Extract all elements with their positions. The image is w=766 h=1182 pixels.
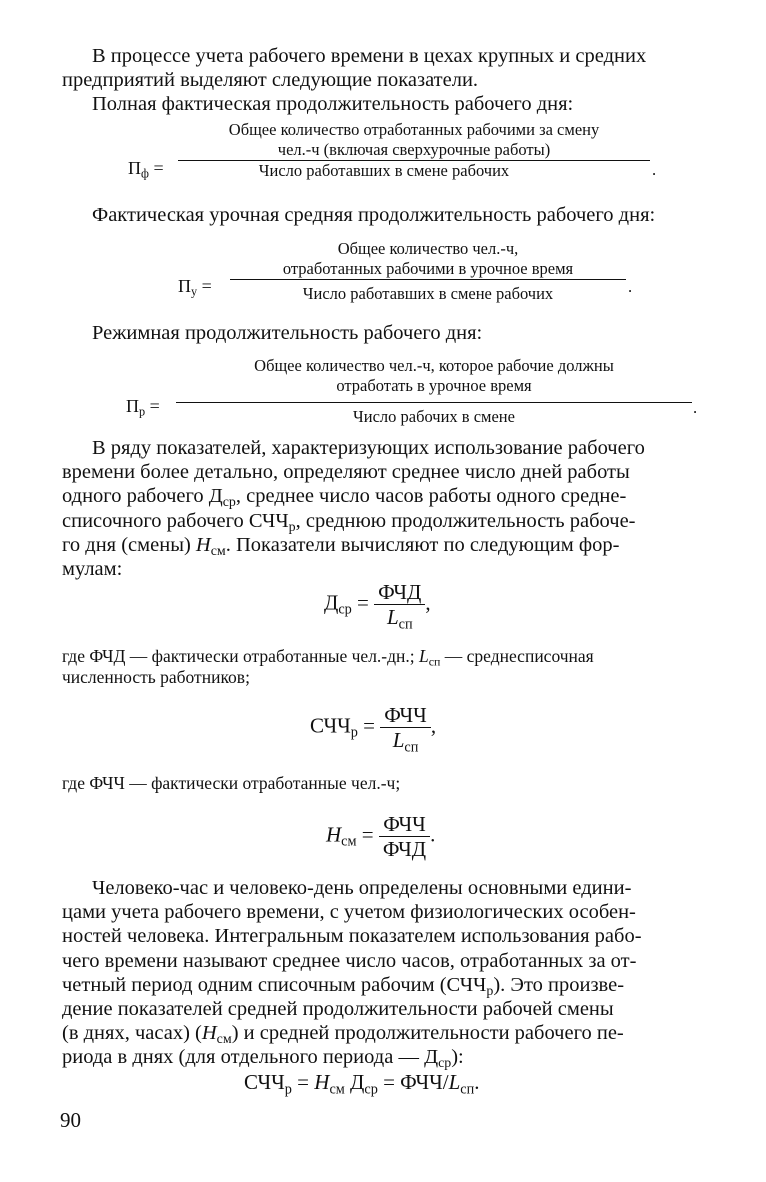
fraction: ФЧД $L_{сп}$ [374,580,425,629]
fraction [230,239,626,304]
fraction-numerator: Общее количество отработанных рабочими за смену чел.-ч (включая сверхурочные работы) [228,120,600,159]
fraction [176,356,692,427]
fraction-denominator: Число работавших в смене рабочих [302,284,554,303]
regime-duration-heading: Режимная продолжительность рабочего дня: [92,322,483,344]
fraction: ФЧЧ ФЧД [379,812,430,861]
formula-shift-duration: $Н_{см}$ = ФЧЧ ФЧД . [326,812,436,861]
page-number: 90 [60,1108,81,1132]
full-duration-heading: Полная фактическая продолжительность рабочего дня: [92,93,574,115]
formula-avg-hours: $СЧЧ_р$ = ФЧЧ $L_{сп}$ , [310,703,437,756]
actual-duration-heading: Фактическая урочная средняя продолжительность рабочего дня: [92,204,656,226]
intro-paragraph [62,44,704,92]
formula-lhs: $П_р$ = [126,396,160,419]
intro-line-1: В процессе учета рабочего времени в цехах крупных и средних [92,45,647,67]
formula-integral: $СЧЧ_р = Н_{см}$ $Д_{ср} = ФЧЧ/L_{сп}$. [244,1070,480,1098]
fraction-numerator: Общее количество чел.-ч, отработанных рабочими в урочное время [282,239,574,278]
integral-indicator-paragraph: Человеко-час и человеко-день определены основными едини- цами учета рабочего времени, с учетом физиологических особен- ностей человека. Интегральным показателем использования рабо- чего времени называют среднее число часов, отработанных за от- четный период одним списочным рабочим $(СЧЧ_р)$. Это произве- дение показателей средней продолжительности рабочей смены (в днях, часах) $(Н_{см})$ и средней продолжительности рабочего пе- риода в днях (для отдельного периода — $Д_{ср}$): [62,877,642,1072]
definition-fchd: где ФЧД — фактически отработанные чел.-дн.; $L_{сп}$ — среднесписочная численность работников; [62,646,594,687]
formula-lhs: $П_ф$ = [128,158,164,181]
fraction-numerator: Общее количество чел.-ч, которое рабочие должны отработать в урочное время [254,356,614,395]
fraction-denominator: Число рабочих в смене [353,407,515,426]
intro-line-2: предприятий выделяют следующие показатели. [62,69,479,92]
formula-avg-days: $Д_{ср}$ = ФЧД $L_{сп}$ , [324,580,431,633]
document-page: В процессе учета рабочего времени в цехах крупных и средних предприятий выделяют следующие показатели. Полная фактическая продолжительность рабочего дня: $П_ф$ = Общее количество отработанных рабочими за смену чел.-ч (включая сверхурочные работы) Число работавших в смене рабочих . Фактическая урочная средняя продолжительность рабочего дня: $П_у$ = Общее количество чел.-ч, отработанных рабочими в урочное время Число работавших в смене рабочих . Режимная продолжительность рабочего дня: $П_р$ = Общее количество чел.-ч, которое рабочие должны отработать в урочное время Число рабочих в смене . В ряду показателей, характеризующих использование рабочего времени более детально, определяют среднее число дней работы одного рабочего $Д_{ср}$, среднее число часов работы одного средне- списочного рабочего $СЧЧ_р$, среднюю продолжительность рабоче- го дня (смены) $Н_{см}$. Показатели вычисляют по следующим фор- мулам: $Д_{ср}$ = ФЧД $L_{сп}$ , где ФЧД — фактически отработанные чел.-дн.; $L_{сп}$ — среднесписочная численность работников; $СЧЧ_р$ = ФЧЧ $L_{сп}$ , где ФЧЧ — фактически отработанные чел.-ч; $Н_{см}$ = ФЧЧ ФЧД . Человеко-час и человеко-день определены основными едини- цами учета рабочего времени, с учетом физиологических особен- ностей человека. Интегральным показателем использования рабо- чего времени называют среднее число часов, отработанных за от- четный период одним списочным рабочим $(СЧЧ_р)$. Это произве- дение показателей средней продолжительности рабочей смены (в днях, часах) $(Н_{см})$ и средней продолжительности рабочего пе- риода в днях (для отдельного периода — $Д_{ср}$): $СЧЧ_р = Н_{см}$ $Д_{ср} = ФЧЧ/L_{сп}$. 90 [0,0,766,1182]
indicators-paragraph: В ряду показателей, характеризующих использование рабочего времени более детально, определяют среднее число дней работы одного рабочего $Д_{ср}$, среднее число часов работы одного средне- списочного рабочего $СЧЧ_р$, среднюю продолжительность рабоче- го дня (смены) $Н_{см}$. Показатели вычисляют по следующим фор- мулам: [62,437,645,581]
fraction [178,120,650,181]
definition-fchch: где ФЧЧ — фактически отработанные чел.-ч; [62,773,401,793]
fraction-denominator: Число работавших в смене рабочих [258,161,510,180]
fraction: ФЧЧ $L_{сп}$ [380,703,431,752]
formula-lhs: $П_у$ = [178,276,212,299]
